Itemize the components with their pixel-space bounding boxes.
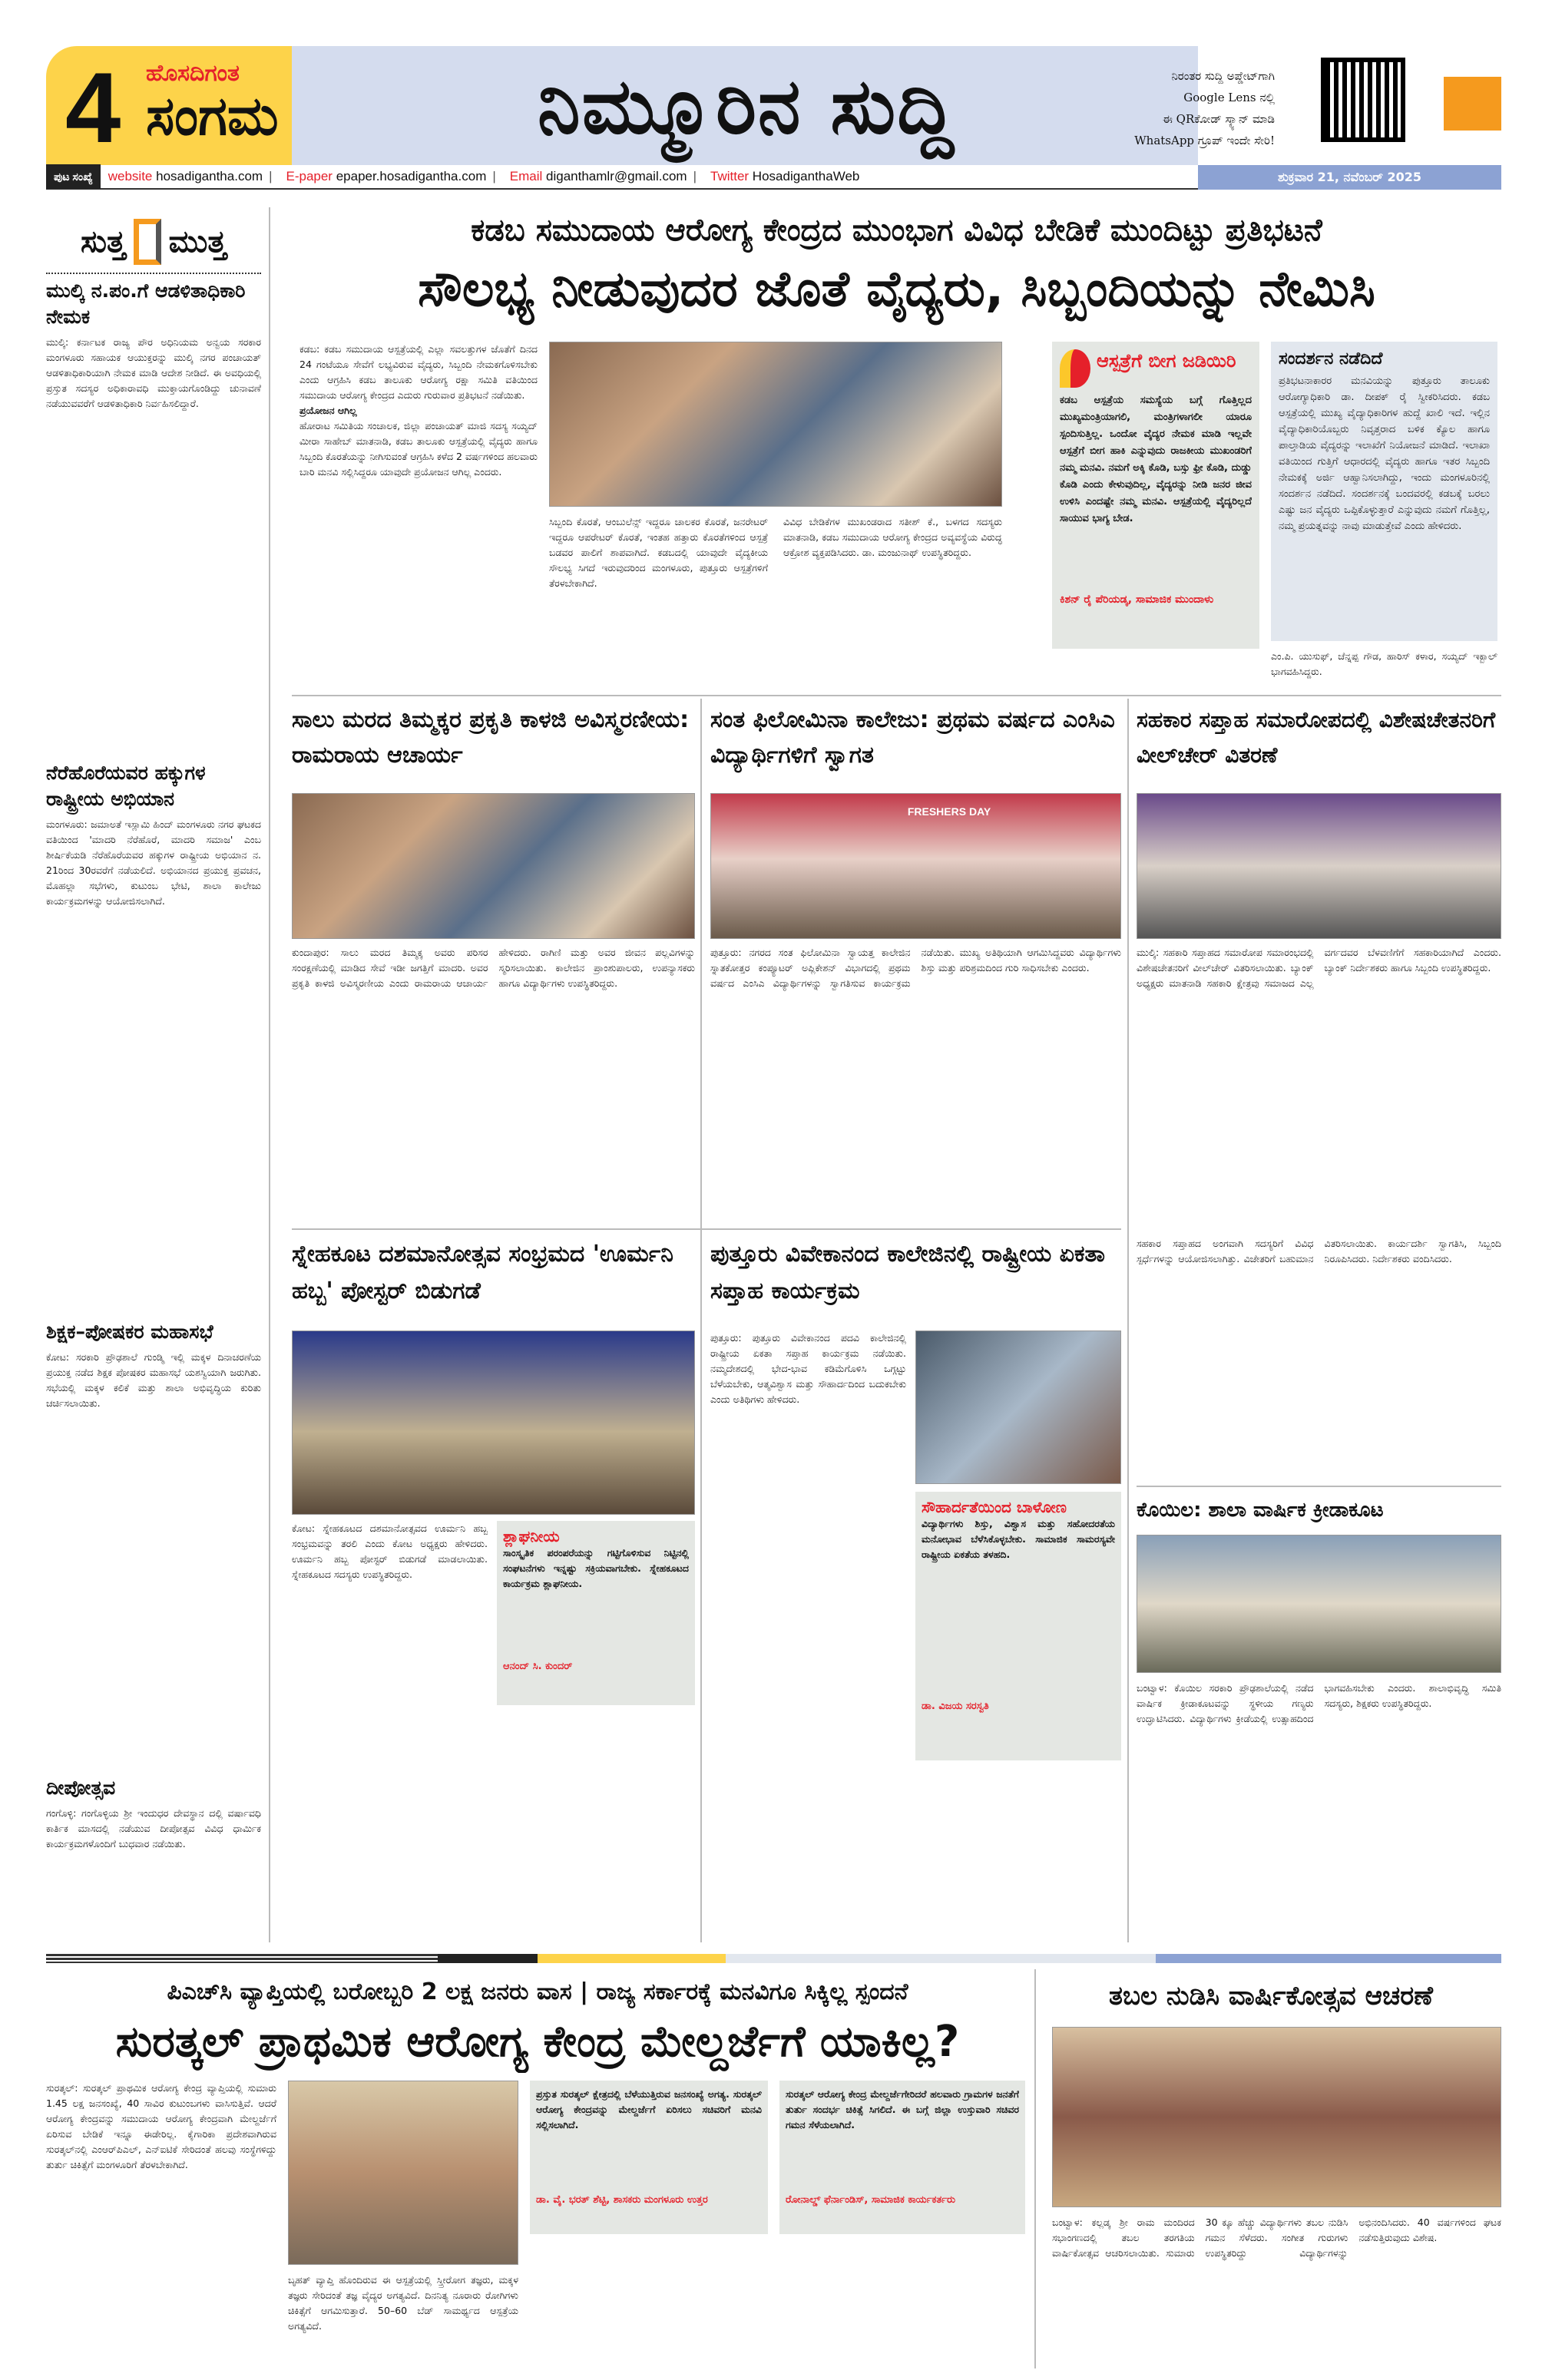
column-title <box>46 211 261 273</box>
divider <box>46 273 261 274</box>
story-vivekananda <box>710 1236 1121 1939</box>
story-headline: ಪುತ್ತೂರು ವಿವೇಕಾನಂದ ಕಾಲೇಜಿನಲ್ಲಿ ರಾಷ್ಟ್ರೀಯ ಏಕತಾ ಸಪ್ತಾಹ ಕಾರ್ಯಕ್ರಮ <box>710 1241 1106 1304</box>
left-column <box>46 278 261 1940</box>
quote-text: ವಿದ್ಯಾರ್ಥಿಗಳು ಶಿಸ್ತು, ವಿಶ್ವಾಸ ಮತ್ತು ಸಹೋದರತೆಯ ಮನೋಭಾವ ಬೆಳೆಸಿಕೊಳ್ಳಬೇಕು. ಸಾಮಾಜಿಕ ಸಾಮರಸ್ಯವೇ ರಾಷ್ಟ್ರೀಯ ಏಕತೆಯ ತಳಹದಿ. <box>922 1518 1115 1560</box>
quote-title: ಶ್ಲಾಘನೀಯ <box>503 1527 560 1545</box>
color-bar <box>538 1954 726 1963</box>
color-bar <box>726 1954 1156 1963</box>
column-title-left: ಸುತ್ತ <box>81 224 126 259</box>
quote-author: ರೋನಾಲ್ಡ್ ಫೆರ್ನಾಂಡಿಸ್, ಸಾಮಾಜಿಕ ಕಾರ್ಯಕರ್ತರು <box>786 2194 955 2206</box>
quote-box <box>497 1521 695 1705</box>
link-label: Twitter <box>710 169 749 183</box>
lead-kicker: ಕಡಬ ಸಮುದಾಯ ಆರೋಗ್ಯ ಕೇಂದ್ರದ ಮುಂಭಾಗ ವಿವಿಧ ಬೇಡಿಕೆ ಮುಂದಿಟ್ಟು ಪ್ರತಿಭಟನೆ <box>471 213 1322 248</box>
lead-tail: ಎಂ.ಪಿ. ಯುಸುಫ್, ಚೆನ್ನಪ್ಪ ಗೌಡ, ಹಾರಿಸ್ ಕಳಾರ, ಸಯ್ಯದ್ ಇಕ್ಬಾಲ್ ಭಾಗವಹಿಸಿದ್ದರು. <box>1271 650 1497 677</box>
story-body: ಮುಲ್ಕಿ: ಸಹಕಾರಿ ಸಪ್ತಾಹದ ಸಮಾರೋಪ ಸಮಾರಂಭದಲ್ಲಿ ವಿಶೇಷಚೇತನರಿಗೆ ವೀಲ್‌ಚೇರ್ ವಿತರಿಸಲಾಯಿತು. ಬ್ಯಾಂಕ್ ಅಧ್ಯಕ್ಷರು ಮಾತನಾಡಿ ಸಹಕಾರಿ ಕ್ಷೇತ್ರವು ಸಮಾಜದ ಎಲ್ಲ ವರ್ಗದವರ ಬೆಳವಣಿಗೆಗೆ ಸಹಕಾರಿಯಾಗಿದೆ ಎಂದರು. ಬ್ಯಾಂಕ್ ನಿರ್ದೇಶಕರು ಹಾಗೂ ಸಿಬ್ಬಂದಿ ಉಪಸ್ಥಿತರಿದ್ದರು. <box>1137 947 1501 989</box>
banner-text: FRESHERS DAY <box>907 805 991 818</box>
story-headline: ಕೊಯಿಲ: ಶಾಲಾ ವಾರ್ಷಿಕ ಕ್ರೀಡಾಕೂಟ <box>1137 1499 1384 1522</box>
story-body: ಕುಂದಾಪುರ: ಸಾಲು ಮರದ ತಿಮ್ಮಕ್ಕ ಅವರು ಪರಿಸರ ಸಂರಕ್ಷಣೆಯಲ್ಲಿ ಮಾಡಿದ ಸೇವೆ ಇಡೀ ಜಗತ್ತಿಗೆ ಮಾದರಿ. ಅವರ ಪ್ರಕೃತಿ ಕಾಳಜಿ ಅವಿಸ್ಮರಣೀಯ ಎಂದು ರಾಮರಾಯ ಆಚಾರ್ಯ ಹೇಳಿದರು. ರಾಗಿಣಿ ಮತ್ತು ಅವರ ಜೀವನ ಪಲ್ಲವಿಗಳನ್ನು ಸ್ಮರಿಸಲಾಯಿತು. ಕಾಲೇಜಿನ ಪ್ರಾಂಶುಪಾಲರು, ಉಪನ್ಯಾಸಕರು ಹಾಗೂ ವಿದ್ಯಾರ್ಥಿಗಳು ಉಪಸ್ಥಿತರಿದ್ದರು. <box>292 947 695 989</box>
story-body: ಮಂಗಳೂರು: ಜಮಾಅತೆ ಇಸ್ಲಾಮಿ ಹಿಂದ್ ಮಂಗಳೂರು ನಗರ ಘಟಕದ ವತಿಯಿಂದ 'ಮಾದರಿ ನೆರೆಹೊರೆ, ಮಾದರಿ ಸಮಾಜ' ಎಂಬ ಶೀರ್ಷಿಕೆಯಡಿ ನೆರೆಹೊರೆಯವರ ಹಕ್ಕುಗಳ ರಾಷ್ಟ್ರೀಯ ಅಭಿಯಾನ ನ. 21ರಿಂದ 30ರವರೆಗೆ ನಡೆಯಲಿದೆ. ಅಭಿಯಾನದ ಪ್ರಯುಕ್ತ ಪ್ರವಚನ, ಮೊಹಲ್ಲಾ ಸಭೆಗಳು, ಕುಟುಂಬ ಭೇಟಿ, ಶಾಲಾ ಕಾಲೇಜು ಕಾರ್ಯಕ್ರಮಗಳನ್ನು ಆಯೋಜಿಸಲಾಗಿದೆ. <box>46 818 261 907</box>
page-number: 4 <box>65 51 121 164</box>
quote-author: ಡಾ. ವಿಜಯ ಸರಸ್ವತಿ <box>922 1701 989 1712</box>
color-bar <box>46 1954 438 1963</box>
issue-date: ಶುಕ್ರವಾರ 21, ನವೆಂಬರ್ 2025 <box>1198 165 1501 190</box>
quote-text: ಸುರತ್ಕಲ್ ಆರೋಗ್ಯ ಕೇಂದ್ರ ಮೇಲ್ದರ್ಜೆಗೇರಿದರೆ ಹಲವಾರು ಗ್ರಾಮಗಳ ಜನತೆಗೆ ತುರ್ತು ಸಂದರ್ಭ ಚಿಕಿತ್ಸೆ ಸಿಗಲಿದೆ. ಈ ಬಗ್ಗೆ ಜಿಲ್ಲಾ ಉಸ್ತುವಾರಿ ಸಚಿವರ ಗಮನ ಸೆಳೆಯಲಾಗಿದೆ. <box>786 2088 1019 2130</box>
window-icon <box>134 219 161 265</box>
bottom-headline: ಸುರತ್ಕಲ್ ಪ್ರಾಥಮಿಕ ಆರೋಗ್ಯ ಕೇಂದ್ರ ಮೇಲ್ದರ್ಜೆಗೆ ಯಾಕಿಲ್ಲ? <box>115 2017 960 2067</box>
story-wheelchair <box>1137 702 1501 1225</box>
link-label: Email <box>509 169 543 183</box>
column-rule <box>700 699 702 1942</box>
row-rule <box>292 695 1501 696</box>
story-snehakoota <box>292 1236 695 1939</box>
quote-text: ಕಡಬ ಆಸ್ಪತ್ರೆಯ ಸಮಸ್ಯೆಯ ಬಗ್ಗೆ ಗೊತ್ತಿಲ್ಲದ ಮುಖ್ಯಮಂತ್ರಿಯಾಗಲಿ, ಮಂತ್ರಿಗಳಾಗಲೀ ಯಾರೂ ಸ್ಪಂದಿಸುತ್ತಿಲ್ಲ. ಒಂದೋ ವೈದ್ಯರ ನೇಮಕ ಮಾಡಿ ಇಲ್ಲವೇ ಆಸ್ಪತ್ರೆಗೆ ಬೀಗ ಹಾಕಿ ಎನ್ನುವುದು ರಾಜಕೀಯ ಮುಖಂಡರಿಗೆ ನಮ್ಮ ಮನವಿ. ನಮಗೆ ಅಕ್ಕಿ ಕೊಡಿ, ಬಸ್ಸು ಫ್ರೀ ಕೊಡಿ, ದುಡ್ಡು ಕೊಡಿ ಎಂದು ಕೇಳುವುದಿಲ್ಲ, ವೈದ್ಯರನ್ನು ನೀಡಿ ಜನರ ಜೀವ ಉಳಿಸಿ ಎಂದಷ್ಟೇ ನಮ್ಮ ಮನವಿ. ಆಸ್ಪತ್ರೆಯಲ್ಲಿ ವೈದ್ಯರಿಲ್ಲದೆ ಸಾಯುವ ಭಾಗ್ಯ ಬೇಡ. <box>1060 395 1252 524</box>
website-link[interactable]: hosadigantha.com <box>156 169 263 183</box>
promo-line: ನಿರಂತರ ಸುದ್ದಿ ಅಪ್ಡೇಟ್‌ಗಾಗಿ <box>1171 69 1275 83</box>
quote-author: ಡಾ. ವೈ. ಭರತ್ ಶೆಟ್ಟಿ, ಶಾಸಕರು ಮಂಗಳೂರು ಉತ್ತರ <box>536 2194 708 2206</box>
story-headline: ಸ್ನೇಹಕೂಟ ದಶಮಾನೋತ್ಸವ ಸಂಭ್ರಮದ 'ಊರ್ಮನಿ ಹಬ್ಬ' ಪೋಸ್ಟರ್ ಬಿಡುಗಡೆ <box>292 1241 673 1304</box>
story-body: ಪುತ್ತೂರು: ಪುತ್ತೂರು ವಿವೇಕಾನಂದ ಪದವಿ ಕಾಲೇಜಿನಲ್ಲಿ ರಾಷ್ಟ್ರೀಯ ಏಕತಾ ಸಪ್ತಾಹ ಕಾರ್ಯಕ್ರಮ ನಡೆಯಿತು. ನಮ್ಮದೇಶದಲ್ಲಿ ಭೇದ-ಭಾವ ಕಡಿಮೆಗೊಳಿಸಿ ಒಗ್ಗಟ್ಟು ಬೆಳೆಯಬೇಕು, ಆತ್ಮವಿಶ್ವಾಸ ಮತ್ತು ಸೌಹಾರ್ದದಿಂದ ಬದುಕಬೇಕು ಎಂದು ಅತಿಥಿಗಳು ಹೇಳಿದರು. <box>710 1332 906 1405</box>
story-body: ಪುತ್ತೂರು: ನಗರದ ಸಂತ ಫಿಲೋಮಿನಾ ಸ್ವಾಯತ್ತ ಕಾಲೇಜಿನ ಸ್ನಾತಕೋತ್ತರ ಕಂಪ್ಯೂಟರ್ ಅಪ್ಲಿಕೇಶನ್ ವಿಭಾಗದಲ್ಲಿ ಪ್ರಥಮ ವರ್ಷದ ಎಂಸಿಎ ವಿದ್ಯಾರ್ಥಿಗಳನ್ನು ಸ್ವಾಗತಿಸುವ ಕಾರ್ಯಕ್ರಮ ನಡೆಯಿತು. ಮುಖ್ಯ ಅತಿಥಿಯಾಗಿ ಆಗಮಿಸಿದ್ದವರು ವಿದ್ಯಾರ್ಥಿಗಳು ಶಿಸ್ತು ಮತ್ತು ಪರಿಶ್ರಮದಿಂದ ಗುರಿ ಸಾಧಿಸಬೇಕು ಎಂದರು. <box>710 947 1121 989</box>
lead-body-col3: ವಿವಿಧ ಬೇಡಿಕೆಗಳ ಮುಖಂಡರಾದ ಸತೀಶ್ ಕೆ., ಬಳಗದ ಸದಸ್ಯರು ಮಾತನಾಡಿ, ಕಡಬ ಸಮುದಾಯ ಆರೋಗ್ಯ ಕೇಂದ್ರದ ಅವ್ಯವಸ್ಥೆಯ ವಿರುದ್ಧ ಆಕ್ರೋಶ ವ್ಯಕ್ತಪಡಿಸಿದರು. ಡಾ. ಮಂಜುನಾಥ್ ಉಪಸ್ಥಿತರಿದ್ದರು. <box>783 516 1002 558</box>
quote-text: ಸಾಂಸ್ಕೃತಿಕ ಪರಂಪರೆಯನ್ನು ಗಟ್ಟಿಗೊಳಿಸುವ ನಿಟ್ಟಿನಲ್ಲಿ ಸಂಘಟನೆಗಳು ಇನ್ನಷ್ಟು ಸಕ್ರಿಯವಾಗಬೇಕು. ಸ್ನೇಹಕೂಟದ ಕಾರ್ಯಕ್ರಮ ಶ್ಲಾಘನೀಯ. <box>503 1547 689 1589</box>
bottom-kicker: ಪಿಎಚ್‌ಸಿ ವ್ಯಾಪ್ತಿಯಲ್ಲಿ ಬರೋಬ್ಬರಿ 2 ಲಕ್ಷ ಜನರು ವಾಸ | ರಾಜ್ಯ ಸರ್ಕಾರಕ್ಕೆ ಮನವಿಗೂ ಸಿಕ್ಕಿಲ್ಲ ಸ್ಪಂದನೆ <box>167 1978 908 2005</box>
column-rule <box>1034 1969 1036 2368</box>
sidebar-box <box>1271 342 1497 641</box>
story-timmakka <box>292 702 695 1225</box>
lead-subhead: ಪ್ರಯೋಜನ ಆಗಿಲ್ಲ <box>299 405 357 416</box>
promo-line: ಈ QRಕೋಡ್ ಸ್ಕ್ಯಾನ್ ಮಾಡಿ <box>1162 112 1275 126</box>
link-label: website <box>108 169 153 183</box>
story-photo <box>292 793 695 939</box>
story-body: ಗಂಗೊಳ್ಳಿ: ಗಂಗೊಳ್ಳಿಯ ಶ್ರೀ ಇಂದುಧರ ದೇವಸ್ಥಾನ ದಲ್ಲಿ ವರ್ಷಾವಧಿ ಕಾರ್ತಿಕ ಮಾಸದಲ್ಲಿ ನಡೆಯುವ ದೀಪೋತ್ಸವ ವಿವಿಧ ಧಾರ್ಮಿಕ ಕಾರ್ಯಕ್ರಮಗಳೊಂದಿಗೆ ಬುಧವಾರ ನಡೆಯಿತು. <box>46 1807 261 1849</box>
story-photo <box>710 793 1121 939</box>
quote-box <box>779 2081 1025 2234</box>
page-label: ಪುಟ ಸಂಖ್ಯೆ <box>46 164 101 189</box>
bottom-body-col2: ಬೃಹತ್ ವ್ಯಾಪ್ತಿ ಹೊಂದಿರುವ ಈ ಆಸ್ಪತ್ರೆಯಲ್ಲಿ ಸ್ತ್ರೀರೋಗ ತಜ್ಞರು, ಮಕ್ಕಳ ತಜ್ಞರು ಸೇರಿದಂತೆ ತಜ್ಞ ವೈದ್ಯರ ಅಗತ್ಯವಿದೆ. ದಿನನಿತ್ಯ ನೂರಾರು ರೋಗಿಗಳು ಚಿಕಿತ್ಸೆಗೆ ಆಗಮಿಸುತ್ತಾರೆ. 50–60 ಬೆಡ್ ಸಾಮರ್ಥ್ಯದ ಆಸ್ಪತ್ರೆಯ ಅಗತ್ಯವಿದೆ. <box>288 2274 518 2332</box>
sidebar-title: ಸಂದರ್ಶನ ನಡೆದಿದೆ <box>1279 349 1383 369</box>
section-name: ಸಂಗಮ <box>146 84 279 147</box>
story-headline: ಶಿಕ್ಷಕ–ಪೋಷಕರ ಮಹಾಸಭೆ <box>46 1321 213 1343</box>
page-title: ನಿಮ್ಮೂರಿನ ಸುದ್ದಿ <box>538 61 955 151</box>
lead-body-col2: ಸಿಬ್ಬಂದಿ ಕೊರತೆ, ಆಂಬುಲೆನ್ಸ್ ಇದ್ದರೂ ಚಾಲಕರ ಕೊರತೆ, ಜನರೇಟರ್ ಇದ್ದರೂ ಆಪರೇಟರ್ ಕೊರತೆ, ಇಂತಹ ಹತ್ತಾರು ಕೊರತೆಗಳಿಂದ ಆಸ್ಪತ್ರೆ ಬಡವರ ಪಾಲಿಗೆ ಶಾಪವಾಗಿದೆ. ಕಡಬದಲ್ಲಿ ಯಾವುದೇ ವೈದ್ಯಕೀಯ ಸೌಲಭ್ಯ ಸಿಗದೆ ಇರುವುದರಿಂದ ಮಂಗಳೂರು, ಪುತ್ತೂರು ಆಸ್ಪತ್ರೆಗಳಿಗೆ ತೆರಳಬೇಕಾಗಿದೆ. <box>549 516 768 589</box>
story-body: ಕೋಟ: ಸ್ನೇಹಕೂಟದ ದಶಮಾನೋತ್ಸವದ ಊರ್ಮನಿ ಹಬ್ಬ ಸಂಭ್ರಮವನ್ನು ತರಲಿ ಎಂದು ಕೋಟ ಅಧ್ಯಕ್ಷರು ಹೇಳಿದರು. ಊರ್ಮನಿ ಹಬ್ಬ ಪೋಸ್ಟರ್ ಬಿಡುಗಡೆ ಮಾಡಲಾಯಿತು. ಸ್ನೇಹಕೂಟದ ಸದಸ್ಯರು ಉಪಸ್ಥಿತರಿದ್ದರು. <box>292 1522 488 1580</box>
column-rule <box>269 207 270 1942</box>
story-headline: ಸಾಲು ಮರದ ತಿಮ್ಮಕ್ಕರ ಪ್ರಕೃತಿ ಕಾಳಜಿ ಅವಿಸ್ಮರಣೀಯ: ರಾಮರಾಯ ಆಚಾರ್ಯ <box>292 706 690 769</box>
row-rule <box>292 1228 1121 1230</box>
quote-icon <box>1060 349 1090 388</box>
quote-box <box>915 1492 1121 1760</box>
link-label: E-paper <box>286 169 333 183</box>
story-headline: ದೀಪೋತ್ಸವ <box>46 1777 116 1799</box>
info-strip: ಪುಟ ಸಂಖ್ಯೆ website hosadigantha.com | E-paper epaper.hosadigantha.com | Email diganthamlr@gmail.com | Twitter HosadiganthaWeb <box>46 165 1198 190</box>
story-koyila <box>1137 1493 1501 1939</box>
tabla-body: ಬಂಟ್ವಾಳ: ಕಲ್ಲಡ್ಕ ಶ್ರೀ ರಾಮ ಮಂದಿರದ ಸಭಾಂಗಣದಲ್ಲಿ ತಬಲ ತರಗತಿಯ ವಾರ್ಷಿಕೋತ್ಸವ ಆಚರಿಸಲಾಯಿತು. ಸುಮಾರು 30 ಕ್ಕೂ ಹೆಚ್ಚು ವಿದ್ಯಾರ್ಥಿಗಳು ತಬಲ ನುಡಿಸಿ ಗಮನ ಸೆಳೆದರು. ಸಂಗೀತ ಗುರುಗಳು ಉಪಸ್ಥಿತರಿದ್ದು ವಿದ್ಯಾರ್ಥಿಗಳನ್ನು ಅಭಿನಂದಿಸಿದರು. 40 ವರ್ಷಗಳಿಂದ ಘಟಕ ನಡೆಸುತ್ತಿರುವುದು ವಿಶೇಷ. <box>1052 2216 1501 2259</box>
lead-body-col1 <box>299 342 538 687</box>
quote-author: ಆನಂದ್ ಸಿ. ಕುಂದರ್ <box>503 1661 573 1672</box>
quote-box <box>1052 342 1259 649</box>
story-headline: ಮುಲ್ಕಿ ನ.ಪಂ.ಗೆ ಆಡಳಿತಾಧಿಕಾರಿ ನೇಮಕ <box>46 279 246 328</box>
story-headline: ನೆರೆಹೊರೆಯವರ ಹಕ್ಕುಗಳ ರಾಷ್ಟ್ರೀಯ ಅಭಿಯಾನ <box>46 762 206 810</box>
qr-code[interactable] <box>1321 58 1405 142</box>
hospital-photo <box>288 2081 518 2265</box>
story-philomena <box>710 702 1121 1225</box>
tabla-headline: ತಬಲ ನುಡಿಸಿ ವಾರ್ಷಿಕೋತ್ಸವ ಆಚರಣೆ <box>1109 1981 1433 2011</box>
lead-paragraph: ಕಡಬ: ಕಡಬ ಸಮುದಾಯ ಆಸ್ಪತ್ರೆಯಲ್ಲಿ ಎಲ್ಲಾ ಸವಲತ್ತುಗಳ ಜೊತೆಗೆ ದಿನದ 24 ಗಂಟೆಯೂ ಸೇವೆಗೆ ಲಭ್ಯವಿರುವ ವೈದ್ಯರು, ಸಿಬ್ಬಂದಿ ನೇಮಕಗೊಳಿಸಬೇಕು ಎಂದು ಆಗ್ರಹಿಸಿ ಕಡಬ ತಾಲೂಕು ಆರೋಗ್ಯ ರಕ್ಷಾ ಸಮಿತಿ ವತಿಯಿಂದ ಸಮುದಾಯ ಆರೋಗ್ಯ ಕೇಂದ್ರದ ಎದುರು ಗುರುವಾರ ಪ್ರತಿಭಟನೆ ನಡೆಯಿತು. <box>299 343 538 401</box>
story-photo <box>915 1330 1121 1484</box>
quote-text: ಪ್ರಸ್ತುತ ಸುರತ್ಕಲ್ ಕ್ಷೇತ್ರದಲ್ಲಿ ಬೆಳೆಯುತ್ತಿರುವ ಜನಸಂಖ್ಯೆ ಅಗತ್ಯ. ಸುರತ್ಕಲ್ ಆರೋಗ್ಯ ಕೇಂದ್ರವನ್ನು ಮೇಲ್ದರ್ಜೆಗೆ ಏರಿಸಲು ಸಚಿವರಿಗೆ ಮನವಿ ಸಲ್ಲಿಸಲಾಗಿದೆ. <box>536 2088 762 2130</box>
tabla-photo <box>1052 2027 1501 2207</box>
story-photo <box>1137 793 1501 939</box>
story-body: ಬಂಟ್ವಾಳ: ಕೊಯಿಲ ಸರಕಾರಿ ಪ್ರೌಢಶಾಲೆಯಲ್ಲಿ ನಡೆದ ವಾರ್ಷಿಕ ಕ್ರೀಡಾಕೂಟವನ್ನು ಸ್ಥಳೀಯ ಗಣ್ಯರು ಉದ್ಘಾಟಿಸಿದರು. ವಿದ್ಯಾರ್ಥಿಗಳು ಕ್ರೀಡೆಯಲ್ಲಿ ಉತ್ಸಾಹದಿಂದ ಭಾಗವಹಿಸಬೇಕು ಎಂದರು. ಶಾಲಾಭಿವೃದ್ಧಿ ಸಮಿತಿ ಸದಸ್ಯರು, ಶಿಕ್ಷಕರು ಉಪಸ್ಥಿತರಿದ್ದರು. <box>1137 1682 1501 1724</box>
color-bar <box>438 1954 538 1963</box>
story-headline: ಸಹಕಾರ ಸಪ್ತಾಹ ಸಮಾರೋಪದಲ್ಲಿ ವಿಶೇಷಚೇತನರಿಗೆ ವೀಲ್‌ಚೇರ್ ವಿತರಣೆ <box>1137 707 1496 768</box>
sidebar-text: ಪ್ರತಿಭಟನಾಕಾರರ ಮನವಿಯನ್ನು ಪುತ್ತೂರು ತಾಲೂಕು ಆರೋಗ್ಯಾಧಿಕಾರಿ ಡಾ. ದೀಪಕ್ ರೈ ಸ್ವೀಕರಿಸಿದರು. ಕಡಬ ಆಸ್ಪತ್ರೆಯಲ್ಲಿ ಮುಖ್ಯ ವೈದ್ಯಾಧಿಕಾರಿಗಳ ಹುದ್ದೆ ಖಾಲಿ ಇದೆ. ಇಲ್ಲಿನ ವೈದ್ಯಾಧಿಕಾರಿಯೊಬ್ಬರು ನಿವೃತ್ತರಾದ ಬಳಿಕ ಕ್ಯೊಲ ಹಾಗೂ ಪಾಲ್ತಾಡಿಯ ವೈದ್ಯರನ್ನು ಇಲಾಖೆಗೆ ನಿಯೋಜನೆ ಮಾಡಿದೆ. ಇಲಾಖಾ ವತಿಯಿಂದ ಗುತ್ತಿಗೆ ಆಧಾರದಲ್ಲಿ ವೈದ್ಯರು ಹಾಗೂ ಇತರ ಸಿಬ್ಬಂದಿ ನೇಮಕಕ್ಕೆ ಅರ್ಜಿ ಆಹ್ವಾನಿಸಲಾಗಿದ್ದು, ಇಂದು ಮಂಗಳೂರಿನಲ್ಲಿ ಸಂದರ್ಶನ ನಡೆದಿದೆ. ಸಂದರ್ಶನಕ್ಕೆ ಬಂದವರಲ್ಲಿ ಕಡಬಕ್ಕೆ ಬರಲು ಎಷ್ಟು ಜನ ವೈದ್ಯರು ಒಪ್ಪಿಕೊಳ್ಳುತ್ತಾರೆ ಎನ್ನುವುದು ನಮಗೆ ಗೊತ್ತಿಲ್ಲ, ನಮ್ಮ ಪ್ರಯತ್ನವನ್ನು ನಾವು ಮಾಡುತ್ತೇವೆ ಎಂದು ಹೇಳಿದರು. <box>1279 375 1490 532</box>
color-bar <box>1156 1954 1501 1963</box>
qr-promo <box>1090 65 1275 151</box>
row-rule <box>1137 1486 1501 1487</box>
email-link[interactable]: diganthamlr@gmail.com <box>546 169 687 183</box>
bottom-body-col1: ಸುರತ್ಕಲ್: ಸುರತ್ಕಲ್ ಪ್ರಾಥಮಿಕ ಆರೋಗ್ಯ ಕೇಂದ್ರ ವ್ಯಾಪ್ತಿಯಲ್ಲಿ ಸುಮಾರು 1.45 ಲಕ್ಷ ಜನಸಂಖ್ಯೆ, 40 ಸಾವಿರ ಕುಟುಂಬಗಳು ವಾಸಿಸುತ್ತಿವೆ. ಆದರೆ ಆರೋಗ್ಯ ಕೇಂದ್ರವನ್ನು ಸಮುದಾಯ ಆರೋಗ್ಯ ಕೇಂದ್ರವಾಗಿ ಮೇಲ್ದರ್ಜೆಗೆ ಏರಿಸುವ ಬೇಡಿಕೆ ಇನ್ನೂ ಈಡೇರಿಲ್ಲ. ಕೈಗಾರಿಕಾ ಪ್ರದೇಶವಾಗಿರುವ ಸುರತ್ಕಲ್‌ನಲ್ಲಿ ಎಂಆರ್‌ಪಿಎಲ್, ಎನ್‌ಐಟಿಕೆ ಸೇರಿದಂತೆ ಹಲವು ಸಂಸ್ಥೆಗಳಿದ್ದು ತುರ್ತು ಚಿಕಿತ್ಸೆಗೆ ಮಂಗಳೂರಿಗೆ ತೆರಳಬೇಕಾಗಿದೆ. <box>46 2082 276 2170</box>
story-photo <box>1137 1535 1501 1673</box>
lead-photo-protest <box>549 342 1002 507</box>
quote-title: ಸೌಹಾರ್ದತೆಯಿಂದ ಬಾಳೋಣ <box>922 1498 1067 1516</box>
story-continuation: ಸಹಕಾರ ಸಪ್ತಾಹದ ಅಂಗವಾಗಿ ಸದಸ್ಯರಿಗೆ ವಿವಿಧ ಸ್ಪರ್ಧೆಗಳನ್ನು ಆಯೋಜಿಸಲಾಗಿತ್ತು. ವಿಜೇತರಿಗೆ ಬಹುಮಾನ ವಿತರಿಸಲಾಯಿತು. ಕಾರ್ಯದರ್ಶಿ ಸ್ವಾಗತಿಸಿ, ಸಿಬ್ಬಂದಿ ನಿರೂಪಿಸಿದರು. ನಿರ್ದೇಶಕರು ವಂದಿಸಿದರು. <box>1137 1238 1501 1264</box>
story-photo <box>292 1330 695 1515</box>
column-rule <box>1127 699 1129 1942</box>
promo-line: Google Lens ನಲ್ಲಿ <box>1183 91 1275 104</box>
brand-logo: ಹೊಸದಿಗಂತ <box>146 60 240 87</box>
lead-paragraph: ಹೋರಾಟ ಸಮಿತಿಯ ಸಂಚಾಲಕ, ಜಿಲ್ಲಾ ಪಂಚಾಯತ್ ಮಾಜಿ ಸದಸ್ಯ ಸಯ್ಯದ್ ಮೀರಾ ಸಾಹೇಬ್ ಮಾತನಾಡಿ, ಕಡಬ ತಾಲೂಕು ಆಸ್ಪತ್ರೆಯಲ್ಲಿ ವೈದ್ಯರು ಹಾಗೂ ಸಿಬ್ಬಂದಿ ಕೊರತೆಯನ್ನು ನೀಗಿಸುವಂತೆ ಆಗ್ರಹಿಸಿ ಕಳೆದ 2 ವರ್ಷಗಳಿಂದ ಹಲವಾರು ಬಾರಿ ಮನವಿ ಸಲ್ಲಿಸಿದ್ದರೂ ಯಾವುದೇ ಪ್ರಯೋಜನ ಆಗಿಲ್ಲ ಎಂದರು. <box>299 420 538 478</box>
quote-box <box>530 2081 768 2234</box>
quote-author: ಕಿಶನ್ ರೈ ಪೆರಿಯಡ್ಕ, ಸಾಮಾಜಿಕ ಮುಂದಾಳು <box>1060 593 1214 606</box>
lead-headline: ಸೌಲಭ್ಯ ನೀಡುವುದರ ಜೊತೆ ವೈದ್ಯರು, ಸಿಬ್ಬಂದಿಯನ್ನು ನೇಮಿಸಿ <box>418 261 1375 318</box>
story-body: ಕೋಟ: ಸರಕಾರಿ ಪ್ರೌಢಶಾಲೆ ಗುಂಡ್ಮಿ ಇಲ್ಲಿ ಮಕ್ಕಳ ದಿನಾಚರಣೆಯ ಪ್ರಯುಕ್ತ ನಡೆದ ಶಿಕ್ಷಕ ಪೋಷಕರ ಮಹಾಸಭೆ ಯಶಸ್ವಿಯಾಗಿ ಜರುಗಿತು. ಸಭೆಯಲ್ಲಿ ಮಕ್ಕಳ ಕಲಿಕೆ ಮತ್ತು ಶಾಲಾ ಅಭಿವೃದ್ಧಿಯ ಕುರಿತು ಚರ್ಚಿಸಲಾಯಿತು. <box>46 1351 261 1409</box>
promo-line: WhatsApp ಗ್ರೂಪ್ ಇಂದೇ ಸೇರಿ! <box>1134 134 1275 147</box>
column-title-right: ಮುತ್ತ <box>168 224 227 259</box>
epaper-link[interactable]: epaper.hosadigantha.com <box>336 169 487 183</box>
decor-block <box>1444 77 1501 131</box>
twitter-link[interactable]: HosadiganthaWeb <box>752 169 860 183</box>
story-body: ಮುಲ್ಕಿ: ಕರ್ನಾಟಕ ರಾಜ್ಯ ಪೌರ ಅಧಿನಿಯಮ ಅನ್ವಯ ಸರಕಾರ ಮಂಗಳೂರು ಸಹಾಯಕ ಆಯುಕ್ತರನ್ನು ಮುಲ್ಕಿ ನಗರ ಪಂಚಾಯತ್ ಆಡಳಿತಾಧಿಕಾರಿಯಾಗಿ ನೇಮಕ ಮಾಡಿ ಆದೇಶ ನೀಡಿದೆ. ಈ ಅವಧಿಯಲ್ಲಿ ಪ್ರಸ್ತುತ ಸದಸ್ಯರ ಅಧಿಕಾರಾವಧಿ ಮುಕ್ತಾಯಗೊಂಡಿದ್ದು ಚುನಾವಣೆ ನಡೆಯುವವರೆಗೆ ಆಡಳಿತಾಧಿಕಾರಿ ನಿರ್ವಹಿಸಲಿದ್ದಾರೆ. <box>46 336 261 409</box>
quote-title: ಆಸ್ಪತ್ರೆಗೆ ಬೀಗ ಜಡಿಯಿರಿ <box>1097 350 1236 372</box>
story-headline: ಸಂತ ಫಿಲೋಮಿನಾ ಕಾಲೇಜು: ಪ್ರಥಮ ವರ್ಷದ ಎಂಸಿಎ ವಿದ್ಯಾರ್ಥಿಗಳಿಗೆ ಸ್ವಾಗತ <box>710 706 1115 769</box>
